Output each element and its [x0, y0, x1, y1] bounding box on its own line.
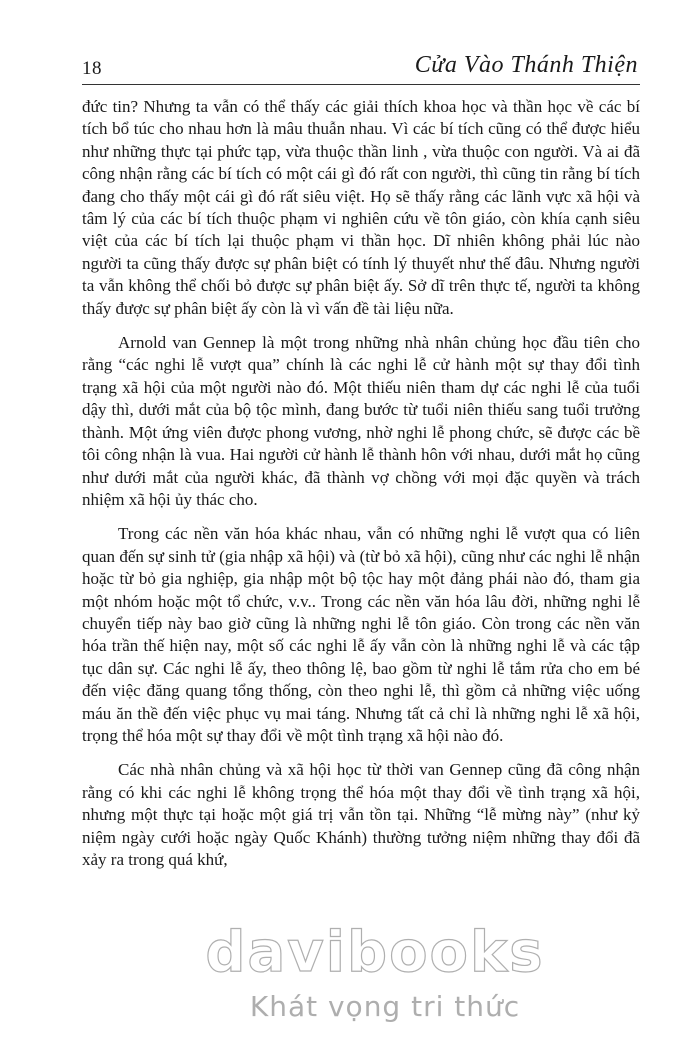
- paragraph-cultures: Trong các nền văn hóa khác nhau, vẫn có những nghi lễ vượt qua có liên quan đến sự sinh tử (gia nhập xã hội) và (từ bỏ xã hội), cũng như các nghi lễ nhận hoặc từ bỏ gia nghiệp, gia nhập một bộ tộc hay một đảng phái nào đó, tham gia một nhóm hoặc một tổ chức, v.v.. Trong các nền văn hóa lâu đời, những nghi lễ chuyển tiếp này bao giờ cũng là những nghi lễ tôn giáo. Còn trong các nền văn hóa trần thế hiện nay, một số các nghi lễ ấy vẫn còn là những nghi lễ và các tập tục dân sự. Các nghi lễ ấy, theo thông lệ, bao gồm từ nghi lễ tắm rửa cho em bé đến việc đăng quang tổng thống, còn theo nghi lễ, thì gồm cả những việc uống máu ăn thề đến việc phục vụ mai táng. Nhưng tất cả chỉ là những nghi lễ xã hội, trọng thể hóa một sự thay đổi về một tình trạng xã hội nào đó.: [82, 524, 640, 745]
- page-header: [82, 50, 640, 84]
- paragraph-continuation: đức tin? Nhưng ta vẫn có thể thấy các giải thích khoa học và thần học về các bí tích bổ túc cho nhau hơn là mâu thuẫn nhau. Vì các bí tích cũng có thể được hiểu như những thực tại phức tạp, vừa thuộc thần linh , vừa thuộc con người. Và ai đã công nhận rằng các bí tích có một cái gì đó rất con người, thì cũng tin rằng bí tích đang cho thấy một cái gì đó rất siêu việt. Họ sẽ thấy rằng các lãnh vực xã hội và tâm lý của các bí tích thuộc phạm vi nghiên cứu về tôn giáo, còn khía cạnh siêu việt của các bí tích lại thuộc phạm vi thần học. Dĩ nhiên không phải lúc nào người ta cũng thấy được sự phân biệt có tính lý thuyết như thế đâu. Nhưng người ta vẫn không thể chối bỏ được sự phân biệt ấy. Sở dĩ trên thực tế, người ta không thấy được sự phân biệt ấy còn là vì vấn đề tài liệu nữa.: [82, 97, 640, 318]
- paragraph-anthropologists: Các nhà nhân chủng và xã hội học từ thời van Gennep cũng đã công nhận rằng có khi các nghi lễ không trọng thể hóa một thay đổi về tình trạng xã hội, nhưng một thực tại hoặc một giá trị vẫn tồn tại. Những “lễ mừng này” (như kỷ niệm ngày cưới hoặc ngày Quốc Khánh) thường tưởng niệm những thay đổi đã xảy ra trong quá khứ,: [82, 760, 640, 869]
- paragraph-van-gennep: Arnold van Gennep là một trong những nhà nhân chủng học đầu tiên cho rằng “các nghi lễ vượt qua” chính là các nghi lễ cử hành một sự thay đổi tình trạng xã hội của một người nào đó. Một thiếu niên tham dự các nghi lễ của tuổi dậy thì, dưới mắt của bộ tộc mình, đang bước từ tuổi niên thiếu sang tuổi trưởng thành. Một ứng viên được phong vương, nhờ nghi lễ phong chức, sẽ được các bề tôi công nhận là vua. Hai người cử hành lễ thành hôn với nhau, dưới mắt họ cũng như dưới mắt của người khác, đã thành vợ chồng với mọi đặc quyền và trách nhiệm xã hội ủy thác cho.: [82, 333, 640, 509]
- header-rule: [82, 84, 640, 85]
- watermark-tagline: Khát vọng tri thức: [249, 990, 521, 1023]
- watermark-brand: davibooks: [205, 920, 545, 985]
- book-title: Cửa Vào Thánh Thiện: [414, 52, 638, 78]
- body-text: [82, 96, 640, 883]
- page-number: 18: [82, 58, 102, 79]
